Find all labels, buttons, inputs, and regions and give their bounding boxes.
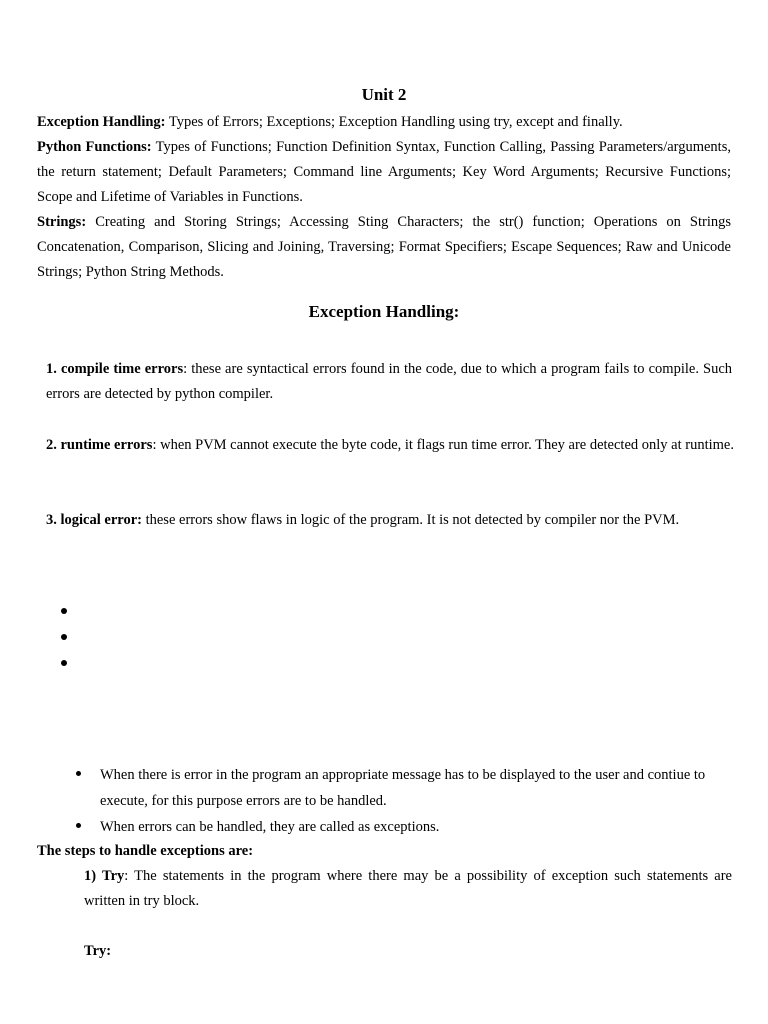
error-text: : when PVM cannot execute the byte code, it flags run time error. They are detected only at runtime. [152,437,734,453]
error-item-runtime [46,433,768,458]
step-label: Try [101,868,125,884]
overview-exception [37,110,731,135]
error-num: 1. [46,361,57,377]
error-label: compile time errors [60,361,184,377]
overview-exception-text: Types of Errors; Exceptions; Exception Handling using try, except and finally. [168,114,623,130]
step-text: : The statements in the program where there may be a possibility of exception such statements are written in try block. [84,868,732,909]
bullet-item: When there is error in the program an appropriate message has to be displayed to the user and contiue to execute, for this purpose errors are to be handled. [100,767,706,809]
empty-bullet-dot [61,608,67,614]
empty-bullet-dot [61,634,67,640]
overview-functions-label: Python Functions: [37,139,152,155]
error-text: these errors show flaws in logic of the program. It is not detected by compiler nor the PVM. [141,512,680,528]
error-item-logical [46,508,732,533]
bullet-dot [76,771,81,776]
try-label: Try: [84,943,112,959]
empty-bullet-dot [61,660,67,666]
steps-heading: The steps to handle exceptions are: [37,843,254,859]
error-text: : these are syntactical errors found in the code, due to which a program fails to compile. Such errors are detected by python compiler. [46,361,733,402]
unit-title: Unit 2 [361,85,407,104]
bullet-item: When errors can be handled, they are called as exceptions. [100,819,440,835]
overview-functions-text: Types of Functions; Function Definition Syntax, Function Calling, Passing Parameters/arguments, the return statement; Default Parameters; Command line Arguments; Key Word Arguments; Recursive Functions; Scope and Lifetime of Variables in Functions. [37,139,731,205]
bullet-dot [76,823,81,828]
overview-strings-text: Creating and Storing Strings; Accessing Sting Characters; the str() function; Operations on Strings Concatenation, Comparison, Slicing and Joining, Traversing; Format Specifiers; Escape Sequences; Raw and Unicode Strings; Python String Methods. [37,214,732,280]
step-num: 1) [84,868,97,884]
overview-exception-label: Exception Handling: [37,114,166,130]
error-label: runtime errors [60,437,153,453]
error-label: logical error: [60,512,142,528]
overview-functions [37,135,731,210]
error-num: 2. [46,437,57,453]
error-item-compile [46,357,732,407]
section-title: Exception Handling: [308,302,460,321]
error-num: 3. [46,512,57,528]
overview-strings [37,210,731,285]
overview-strings-label: Strings: [37,214,87,230]
step-try [84,864,732,914]
